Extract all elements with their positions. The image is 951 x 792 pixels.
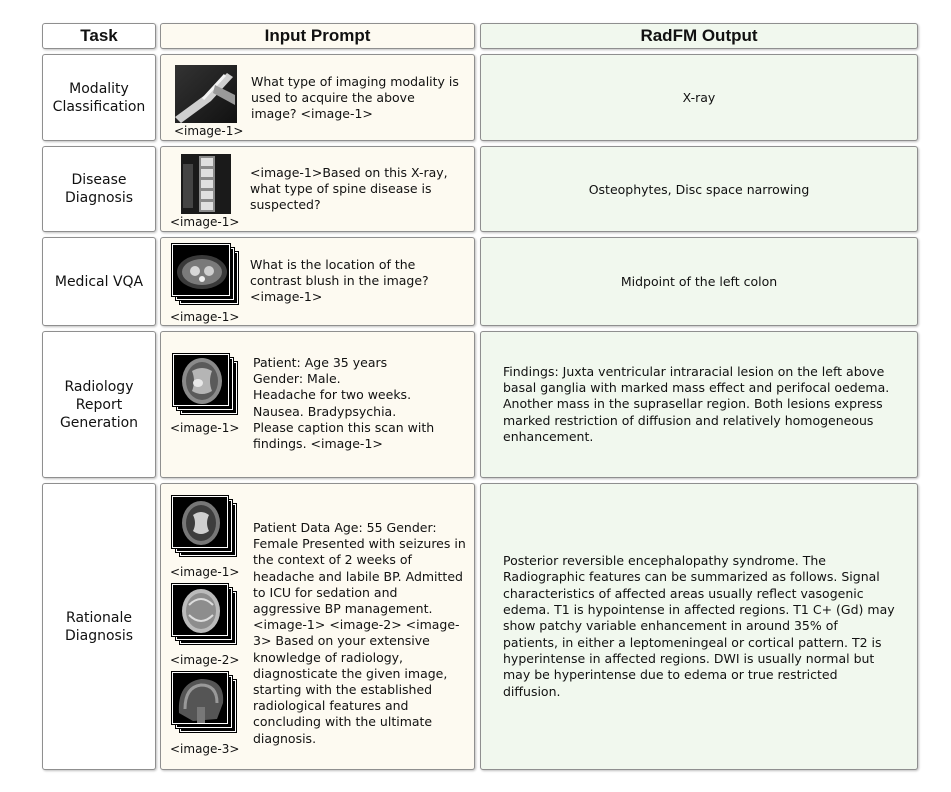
task-disease-diagnosis: Disease Diagnosis bbox=[42, 146, 156, 232]
task-medical-vqa: Medical VQA bbox=[42, 237, 156, 326]
ct-abdomen-stack bbox=[172, 244, 240, 306]
mri-axial-stack-2 bbox=[172, 584, 238, 646]
task-rationale-diagnosis: Rationale Diagnosis bbox=[42, 483, 156, 770]
xray-spine-image bbox=[181, 154, 231, 214]
output-modality: X-ray bbox=[480, 54, 918, 141]
image-label: <image-1> bbox=[170, 215, 240, 229]
image-label: <image-3> bbox=[170, 742, 240, 756]
image-label: <image-1> bbox=[170, 421, 240, 435]
prompt-text: Patient Data Age: 55 Gender: Female Presented with seizures in the context of 2 weeks of headache and labile BP. Admitted to ICU for sedation and aggressive BP management. <image-1> <image-2> <image-3> Based on your extensive knowledge of radiology, diagnosticate the given image, starting with the established radiological features and concluding with the ultimate diagnosis. bbox=[253, 520, 466, 746]
output-disease: Osteophytes, Disc space narrowing bbox=[480, 146, 918, 232]
task-modality-classification: Modality Classification bbox=[42, 54, 156, 141]
prompt-text: Patient: Age 35 years Gender: Male. Headache for two weeks. Nausea. Bradypsychia. Please caption this scan with findings. <image-1> bbox=[253, 355, 435, 452]
header-radfm-output: RadFM Output bbox=[480, 23, 918, 49]
prompt-text: <image-1>Based on this X-ray, what type of spine disease is suspected? bbox=[250, 165, 448, 213]
output-vqa: Midpoint of the left colon bbox=[480, 237, 918, 326]
mri-axial-stack-1 bbox=[172, 496, 238, 558]
image-label: <image-1> bbox=[174, 124, 244, 138]
mri-sagittal-stack-3 bbox=[172, 672, 238, 734]
xray-arm-image bbox=[175, 65, 237, 123]
prompt-cell-rationale bbox=[160, 483, 475, 770]
prompt-cell-modality bbox=[160, 54, 475, 141]
image-label: <image-1> bbox=[170, 310, 240, 324]
prompt-cell-report bbox=[160, 331, 475, 478]
output-report: Findings: Juxta ventricular intraracial lesion on the left above basal ganglia with marked mass effect and perifocal oedema. Another mass in the suprasellar region. Both lesions express marked restriction of diffusion and relatively homogeneous enhancement. bbox=[480, 331, 918, 478]
prompt-cell-disease bbox=[160, 146, 475, 232]
image-label: <image-2> bbox=[170, 653, 240, 667]
output-rationale: Posterior reversible encephalopathy syndrome. The Radiographic features can be summarized as follows. Signal characteristics of affected areas usually reflect vasogenic edema. T1 is hypointense in affected regions. T1 C+ (Gd) may show patchy variable enhancement in around 35% of patients, in either a leptomeningeal or cortical pattern. T2 is hyperintense in affected regions. DWI is usually normal but may be hyperintense due to edema or true restricted diffusion. bbox=[480, 483, 918, 770]
prompt-text: What is the location of the contrast blush in the image? <image-1> bbox=[250, 257, 429, 305]
mri-brain-stack bbox=[173, 354, 239, 416]
header-task: Task bbox=[42, 23, 156, 49]
image-label: <image-1> bbox=[170, 565, 240, 579]
header-input-prompt: Input Prompt bbox=[160, 23, 475, 49]
prompt-text: What type of imaging modality is used to acquire the above image? <image-1> bbox=[251, 74, 459, 122]
prompt-cell-vqa bbox=[160, 237, 475, 326]
task-report-generation: Radiology Report Generation bbox=[42, 331, 156, 478]
